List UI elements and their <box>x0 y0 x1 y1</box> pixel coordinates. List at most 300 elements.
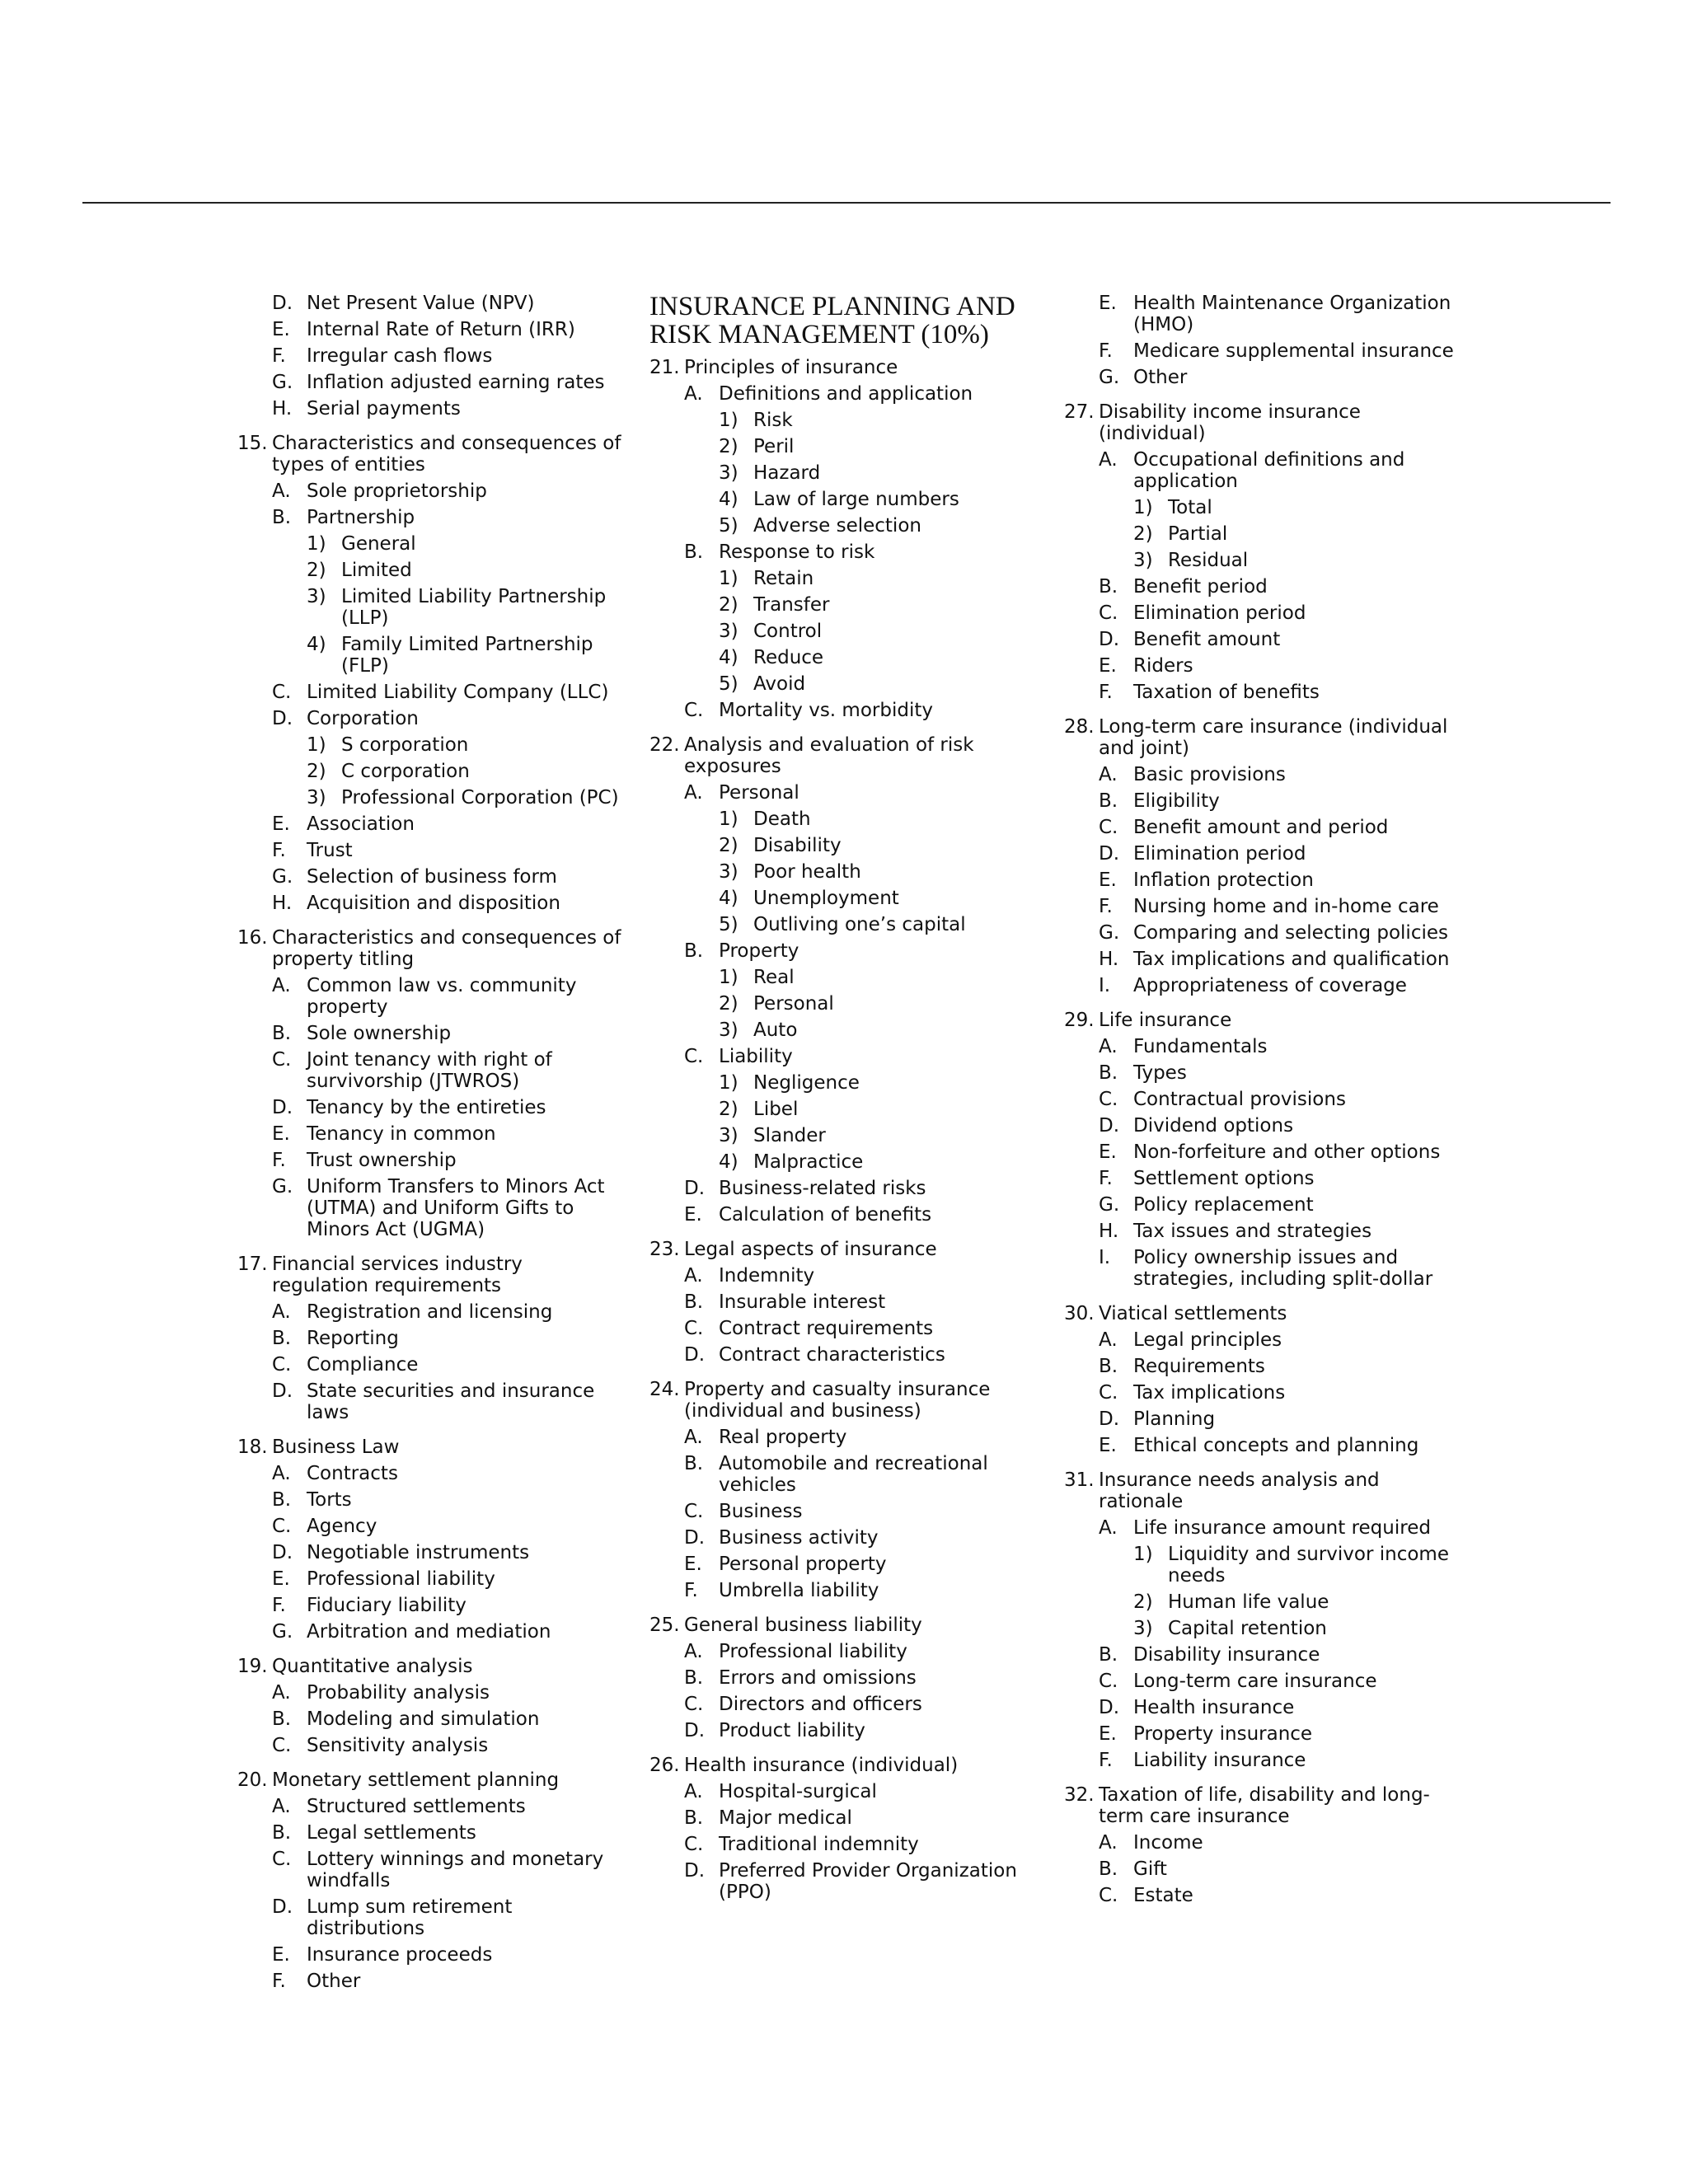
outline-subitem <box>237 634 625 677</box>
outline-item <box>1064 1194 1460 1216</box>
outline-item <box>237 1822 625 1844</box>
item-label: A. <box>684 782 703 804</box>
outline-item <box>237 480 625 502</box>
item-text: S corporation <box>341 734 469 756</box>
outline-topic <box>1064 1784 1460 1906</box>
item-text: Structured settlements <box>307 1796 526 1817</box>
item-label: C. <box>1099 1885 1118 1906</box>
item-text: Life insurance amount required <box>1133 1517 1431 1539</box>
outline-topic <box>237 433 625 914</box>
item-text: Health insurance <box>1133 1697 1295 1718</box>
outline-item <box>649 1318 1041 1339</box>
outline-topic <box>237 1769 625 1992</box>
item-label: 3) <box>719 1125 738 1146</box>
item-label: C. <box>1099 1671 1118 1692</box>
item-label: 4) <box>719 888 738 909</box>
item-text: Legal principles <box>1133 1329 1282 1351</box>
item-text: Trust <box>307 840 353 861</box>
item-label: G. <box>272 1621 293 1643</box>
outline-item <box>1064 790 1460 812</box>
item-label: 5) <box>719 914 738 935</box>
item-label: 1) <box>719 410 738 431</box>
item-text: Total <box>1168 497 1212 518</box>
item-text: C corporation <box>341 761 470 782</box>
item-label: A. <box>684 383 703 405</box>
item-label: C. <box>684 1834 704 1855</box>
item-text: Retain <box>753 568 814 589</box>
outline-item <box>1064 576 1460 598</box>
item-label: A. <box>684 1781 703 1802</box>
outline-item <box>237 682 625 703</box>
item-label: 1) <box>307 734 326 756</box>
outline-subitem <box>649 1099 1041 1120</box>
item-text: Occupational definitions and application <box>1133 449 1405 492</box>
item-label: B. <box>272 507 292 528</box>
item-text: Auto <box>753 1019 798 1041</box>
item-label: D. <box>1099 1697 1120 1718</box>
item-label: B. <box>1099 1858 1118 1880</box>
item-label: A. <box>272 1301 291 1323</box>
item-text: Comparing and selecting policies <box>1133 922 1448 944</box>
item-label: 3) <box>1133 1618 1153 1639</box>
item-text: Fundamentals <box>1133 1036 1268 1057</box>
item-label: 4) <box>307 634 326 655</box>
item-text: Property and casualty insurance (individual and business) <box>684 1379 991 1422</box>
outline-item <box>237 1621 625 1643</box>
item-label: B. <box>1099 1062 1118 1084</box>
item-label: E. <box>684 1204 702 1226</box>
item-text: Other <box>1133 367 1188 388</box>
item-text: Inflation protection <box>1133 869 1314 891</box>
item-text: Requirements <box>1133 1356 1265 1377</box>
outline-item <box>1064 1062 1460 1084</box>
item-text: Traditional indemnity <box>719 1834 919 1855</box>
item-text: Insurable interest <box>719 1291 886 1313</box>
item-text: Reduce <box>753 647 824 668</box>
item-label: A. <box>1099 764 1118 785</box>
outline-item <box>1064 1644 1460 1666</box>
outline-topic <box>237 1436 625 1643</box>
outline-subitem <box>1064 1544 1460 1586</box>
outline-topic <box>237 927 625 1240</box>
item-label: B. <box>1099 790 1118 812</box>
outline-item <box>237 1150 625 1171</box>
item-text: Contractual provisions <box>1133 1089 1346 1110</box>
item-text: Analysis and evaluation of risk exposures <box>684 734 974 777</box>
item-text: Dividend options <box>1133 1115 1294 1137</box>
item-text: Medicare supplemental insurance <box>1133 340 1454 362</box>
outline-item <box>649 1580 1041 1601</box>
item-label: 4) <box>719 489 738 510</box>
outline-topic <box>1064 293 1460 388</box>
outline-subitem <box>649 621 1041 642</box>
outline-item <box>1064 1141 1460 1163</box>
outline-subitem <box>649 967 1041 988</box>
topic-heading <box>1064 1469 1460 1512</box>
item-text: Liability insurance <box>1133 1750 1306 1771</box>
item-text: Gift <box>1133 1858 1167 1880</box>
item-label: 29. <box>1064 1010 1095 1031</box>
outline-subitem <box>649 1019 1041 1041</box>
outline-item <box>1064 975 1460 996</box>
outline-item <box>237 893 625 914</box>
item-text: Nursing home and in-home care <box>1133 896 1439 917</box>
outline-item <box>237 1023 625 1044</box>
item-text: Riders <box>1133 655 1193 677</box>
outline-item <box>649 1834 1041 1855</box>
header-rule <box>82 202 1611 204</box>
item-text: Benefit amount and period <box>1133 817 1389 838</box>
outline-subitem <box>649 410 1041 431</box>
item-label: C. <box>1099 1382 1118 1404</box>
outline-item <box>237 1097 625 1118</box>
item-label: E. <box>272 813 290 835</box>
item-label: 17. <box>237 1254 268 1275</box>
item-text: Tax issues and strategies <box>1133 1221 1372 1242</box>
item-text: Principles of insurance <box>684 357 898 378</box>
item-text: Elimination period <box>1133 602 1306 624</box>
outline-subitem <box>1064 1618 1460 1639</box>
item-label: E. <box>1099 1435 1117 1456</box>
outline-item <box>649 1427 1041 1448</box>
item-label: D. <box>684 1178 706 1199</box>
outline-item <box>237 1049 625 1092</box>
topic-heading <box>649 1615 1041 1636</box>
item-text: Property insurance <box>1133 1723 1313 1745</box>
item-label: 3) <box>307 787 326 808</box>
item-text: Non-forfeiture and other options <box>1133 1141 1441 1163</box>
item-label: A. <box>1099 449 1118 471</box>
outline-subitem <box>237 560 625 581</box>
outline-item <box>1064 340 1460 362</box>
item-label: B. <box>272 1822 292 1844</box>
outline-item <box>649 1265 1041 1286</box>
item-label: B. <box>684 1667 704 1689</box>
outline-subitem <box>649 914 1041 935</box>
outline-item <box>1064 1168 1460 1189</box>
item-label: E. <box>272 1568 290 1590</box>
item-text: Umbrella liability <box>719 1580 879 1601</box>
item-text: Adverse selection <box>753 515 921 537</box>
item-text: Sole proprietorship <box>307 480 487 502</box>
item-text: Business Law <box>272 1436 400 1458</box>
item-label: C. <box>272 1516 292 1537</box>
outline-item <box>237 1682 625 1704</box>
item-label: A. <box>272 480 291 502</box>
item-label: C. <box>272 1849 292 1870</box>
item-label: F. <box>1099 682 1113 703</box>
outline-item <box>237 840 625 861</box>
outline-subitem <box>649 1151 1041 1173</box>
item-text: Settlement options <box>1133 1168 1315 1189</box>
outline-subitem <box>649 594 1041 616</box>
outline-item <box>649 541 1041 563</box>
item-label: A. <box>684 1427 703 1448</box>
outline-subitem <box>649 515 1041 537</box>
outline-item <box>1064 1329 1460 1351</box>
topic-heading <box>1064 1010 1460 1031</box>
outline-item <box>237 813 625 835</box>
topic-heading <box>649 357 1041 378</box>
item-text: Financial services industry regulation requirements <box>272 1254 523 1296</box>
item-label: G. <box>1099 922 1120 944</box>
item-text: Agency <box>307 1516 377 1537</box>
item-text: Selection of business form <box>307 866 557 888</box>
item-label: 1) <box>719 1072 738 1094</box>
outline-item <box>237 319 625 340</box>
item-text: Disability <box>753 835 842 856</box>
item-text: Business activity <box>719 1527 879 1549</box>
outline-subitem <box>649 489 1041 510</box>
outline-item <box>1064 1247 1460 1290</box>
outline-topic <box>649 1755 1041 1903</box>
item-label: F. <box>272 345 286 367</box>
item-label: 3) <box>719 1019 738 1041</box>
item-label: 1) <box>307 533 326 555</box>
item-label: 2) <box>307 560 326 581</box>
item-text: Contract requirements <box>719 1318 934 1339</box>
item-text: Directors and officers <box>719 1694 922 1715</box>
item-text: Preferred Provider Organization (PPO) <box>719 1860 1017 1903</box>
outline-item <box>1064 1382 1460 1404</box>
item-label: F. <box>272 1971 286 1992</box>
outline-item <box>1064 1723 1460 1745</box>
outline-item <box>649 1807 1041 1829</box>
outline-item <box>1064 629 1460 650</box>
outline-topic <box>649 1615 1041 1741</box>
item-label: 15. <box>237 433 268 454</box>
topic-heading <box>237 433 625 476</box>
item-text: Negligence <box>753 1072 860 1094</box>
item-label: B. <box>1099 1644 1118 1666</box>
item-label: D. <box>272 293 293 314</box>
outline-item <box>649 782 1041 804</box>
item-label: C. <box>684 1046 704 1067</box>
item-label: B. <box>684 1291 704 1313</box>
item-text: Slander <box>753 1125 826 1146</box>
outline-item <box>649 1694 1041 1715</box>
outline-subitem <box>237 787 625 808</box>
outline-subitem <box>649 568 1041 589</box>
outline-subitem <box>649 1072 1041 1094</box>
outline-item <box>1064 367 1460 388</box>
item-label: 26. <box>649 1755 680 1776</box>
item-text: Transfer <box>753 594 830 616</box>
outline-item <box>237 1542 625 1563</box>
item-label: 19. <box>237 1656 268 1677</box>
item-text: Serial payments <box>307 398 461 419</box>
item-label: 1) <box>719 568 738 589</box>
item-label: D. <box>1099 843 1120 865</box>
item-text: Indemnity <box>719 1265 815 1286</box>
item-label: A. <box>684 1641 703 1662</box>
item-text: Elimination period <box>1133 843 1306 865</box>
section-title: INSURANCE PLANNING AND RISK MANAGEMENT (10%) <box>649 292 1015 349</box>
item-text: Partnership <box>307 507 415 528</box>
item-label: G. <box>1099 367 1120 388</box>
outline-item <box>649 1667 1041 1689</box>
item-label: B. <box>272 1023 292 1044</box>
topic-heading <box>649 1379 1041 1422</box>
item-label: 23. <box>649 1239 680 1260</box>
outline-item <box>649 1204 1041 1226</box>
item-text: Monetary settlement planning <box>272 1769 560 1791</box>
outline-item <box>649 1291 1041 1313</box>
item-text: Response to risk <box>719 541 875 563</box>
item-text: Real <box>753 967 795 988</box>
item-text: Health Maintenance Organization (HMO) <box>1133 293 1451 335</box>
item-label: B. <box>684 940 704 962</box>
topic-heading <box>237 1254 625 1296</box>
item-label: H. <box>272 398 293 419</box>
item-text: Uniform Transfers to Minors Act (UTMA) and Uniform Gifts to Minors Act (UGMA) <box>307 1176 605 1240</box>
outline-item <box>237 1735 625 1756</box>
outline-subitem <box>649 647 1041 668</box>
topic-heading <box>649 734 1041 777</box>
item-label: 3) <box>719 861 738 883</box>
item-label: 2) <box>1133 1591 1153 1613</box>
outline-item <box>1064 1885 1460 1906</box>
outline-subitem <box>1064 1591 1460 1613</box>
item-label: B. <box>1099 576 1118 598</box>
item-text: Association <box>307 813 415 835</box>
outline-item <box>237 866 625 888</box>
outline-subitem <box>237 734 625 756</box>
outline-item <box>237 1489 625 1511</box>
outline-topic <box>237 1254 625 1423</box>
outline-subitem <box>649 462 1041 484</box>
outline-item <box>649 1781 1041 1802</box>
outline-item <box>237 1176 625 1240</box>
outline-item <box>237 975 625 1018</box>
item-text: Long-term care insurance (individual and joint) <box>1099 716 1448 759</box>
item-text: Definitions and application <box>719 383 973 405</box>
item-text: Limited Liability Partnership (LLP) <box>341 586 607 629</box>
item-text: Joint tenancy with right of survivorship (JTWROS) <box>307 1049 552 1092</box>
item-label: 3) <box>719 621 738 642</box>
topic-heading <box>1064 1784 1460 1827</box>
outline-topic <box>1064 401 1460 703</box>
item-label: G. <box>272 372 293 393</box>
item-text: Sole ownership <box>307 1023 452 1044</box>
item-text: Viatical settlements <box>1099 1303 1287 1324</box>
outline-item <box>649 1178 1041 1199</box>
item-text: Inflation adjusted earning rates <box>307 372 605 393</box>
item-text: Libel <box>753 1099 799 1120</box>
outline-topic <box>649 357 1041 721</box>
outline-item <box>649 1641 1041 1662</box>
item-label: E. <box>1099 869 1117 891</box>
outline-item <box>1064 602 1460 624</box>
item-label: D. <box>684 1720 706 1741</box>
item-label: B. <box>1099 1356 1118 1377</box>
item-text: Legal settlements <box>307 1822 476 1844</box>
item-label: 28. <box>1064 716 1095 738</box>
item-label: A. <box>1099 1832 1118 1854</box>
outline-topic <box>1064 1469 1460 1771</box>
outline-item <box>649 1860 1041 1903</box>
topic-heading <box>237 1436 625 1458</box>
item-text: Product liability <box>719 1720 865 1741</box>
outline-item <box>237 1354 625 1376</box>
item-text: Irregular cash flows <box>307 345 493 367</box>
item-label: C. <box>272 1354 292 1376</box>
item-text: Automobile and recreational vehicles <box>719 1453 988 1496</box>
item-label: E. <box>1099 1723 1117 1745</box>
item-text: Disability insurance <box>1133 1644 1320 1666</box>
topic-heading <box>237 1656 625 1677</box>
item-text: Acquisition and disposition <box>307 893 560 914</box>
item-text: Mortality vs. morbidity <box>719 700 933 721</box>
item-text: Net Present Value (NPV) <box>307 293 535 314</box>
item-label: 21. <box>649 357 680 378</box>
item-label: D. <box>684 1860 706 1882</box>
item-label: F. <box>272 1150 286 1171</box>
outline-item <box>1064 1697 1460 1718</box>
outline-item <box>237 1849 625 1891</box>
outline-topic <box>649 1379 1041 1601</box>
item-label: D. <box>1099 1115 1120 1137</box>
outline-subitem <box>1064 550 1460 571</box>
item-label: D. <box>1099 1408 1120 1430</box>
item-text: Contracts <box>307 1463 398 1484</box>
item-text: Errors and omissions <box>719 1667 917 1689</box>
outline-item <box>649 1501 1041 1522</box>
item-label: E. <box>272 319 290 340</box>
outline-topic <box>237 293 625 419</box>
outline-item <box>649 700 1041 721</box>
outline-item <box>649 1554 1041 1575</box>
item-text: Peril <box>753 436 795 457</box>
item-label: 2) <box>719 1099 738 1120</box>
item-text: Lump sum retirement distributions <box>307 1896 513 1939</box>
outline-item <box>1064 1858 1460 1880</box>
outline-item <box>1064 1036 1460 1057</box>
item-label: C. <box>272 682 292 703</box>
outline-item <box>1064 449 1460 492</box>
item-label: E. <box>272 1123 290 1145</box>
item-label: C. <box>1099 817 1118 838</box>
outline-subitem <box>649 861 1041 883</box>
item-text: Quantitative analysis <box>272 1656 473 1677</box>
item-text: Business-related risks <box>719 1178 926 1199</box>
item-text: Poor health <box>753 861 861 883</box>
outline-item <box>1064 922 1460 944</box>
item-text: Hospital-surgical <box>719 1781 877 1802</box>
item-text: Other <box>307 1971 361 1992</box>
item-text: Insurance proceeds <box>307 1944 493 1966</box>
item-text: Benefit amount <box>1133 629 1281 650</box>
item-text: Limited Liability Company (LLC) <box>307 682 609 703</box>
outline-topic <box>649 1239 1041 1366</box>
item-text: Hazard <box>753 462 821 484</box>
item-label: F. <box>684 1580 698 1601</box>
item-label: D. <box>272 1380 293 1402</box>
item-label: B. <box>272 1328 292 1349</box>
item-text: Fiduciary liability <box>307 1595 467 1616</box>
item-text: Tenancy by the entireties <box>307 1097 546 1118</box>
item-label: 31. <box>1064 1469 1095 1491</box>
item-text: Professional Corporation (PC) <box>341 787 619 808</box>
item-label: F. <box>1099 340 1113 362</box>
item-text: Long-term care insurance <box>1133 1671 1377 1692</box>
outline-subitem <box>1064 497 1460 518</box>
item-text: General business liability <box>684 1615 922 1636</box>
item-text: Personal <box>719 782 799 804</box>
item-label: B. <box>684 1807 704 1829</box>
outline-item <box>1064 843 1460 865</box>
item-label: C. <box>684 700 704 721</box>
